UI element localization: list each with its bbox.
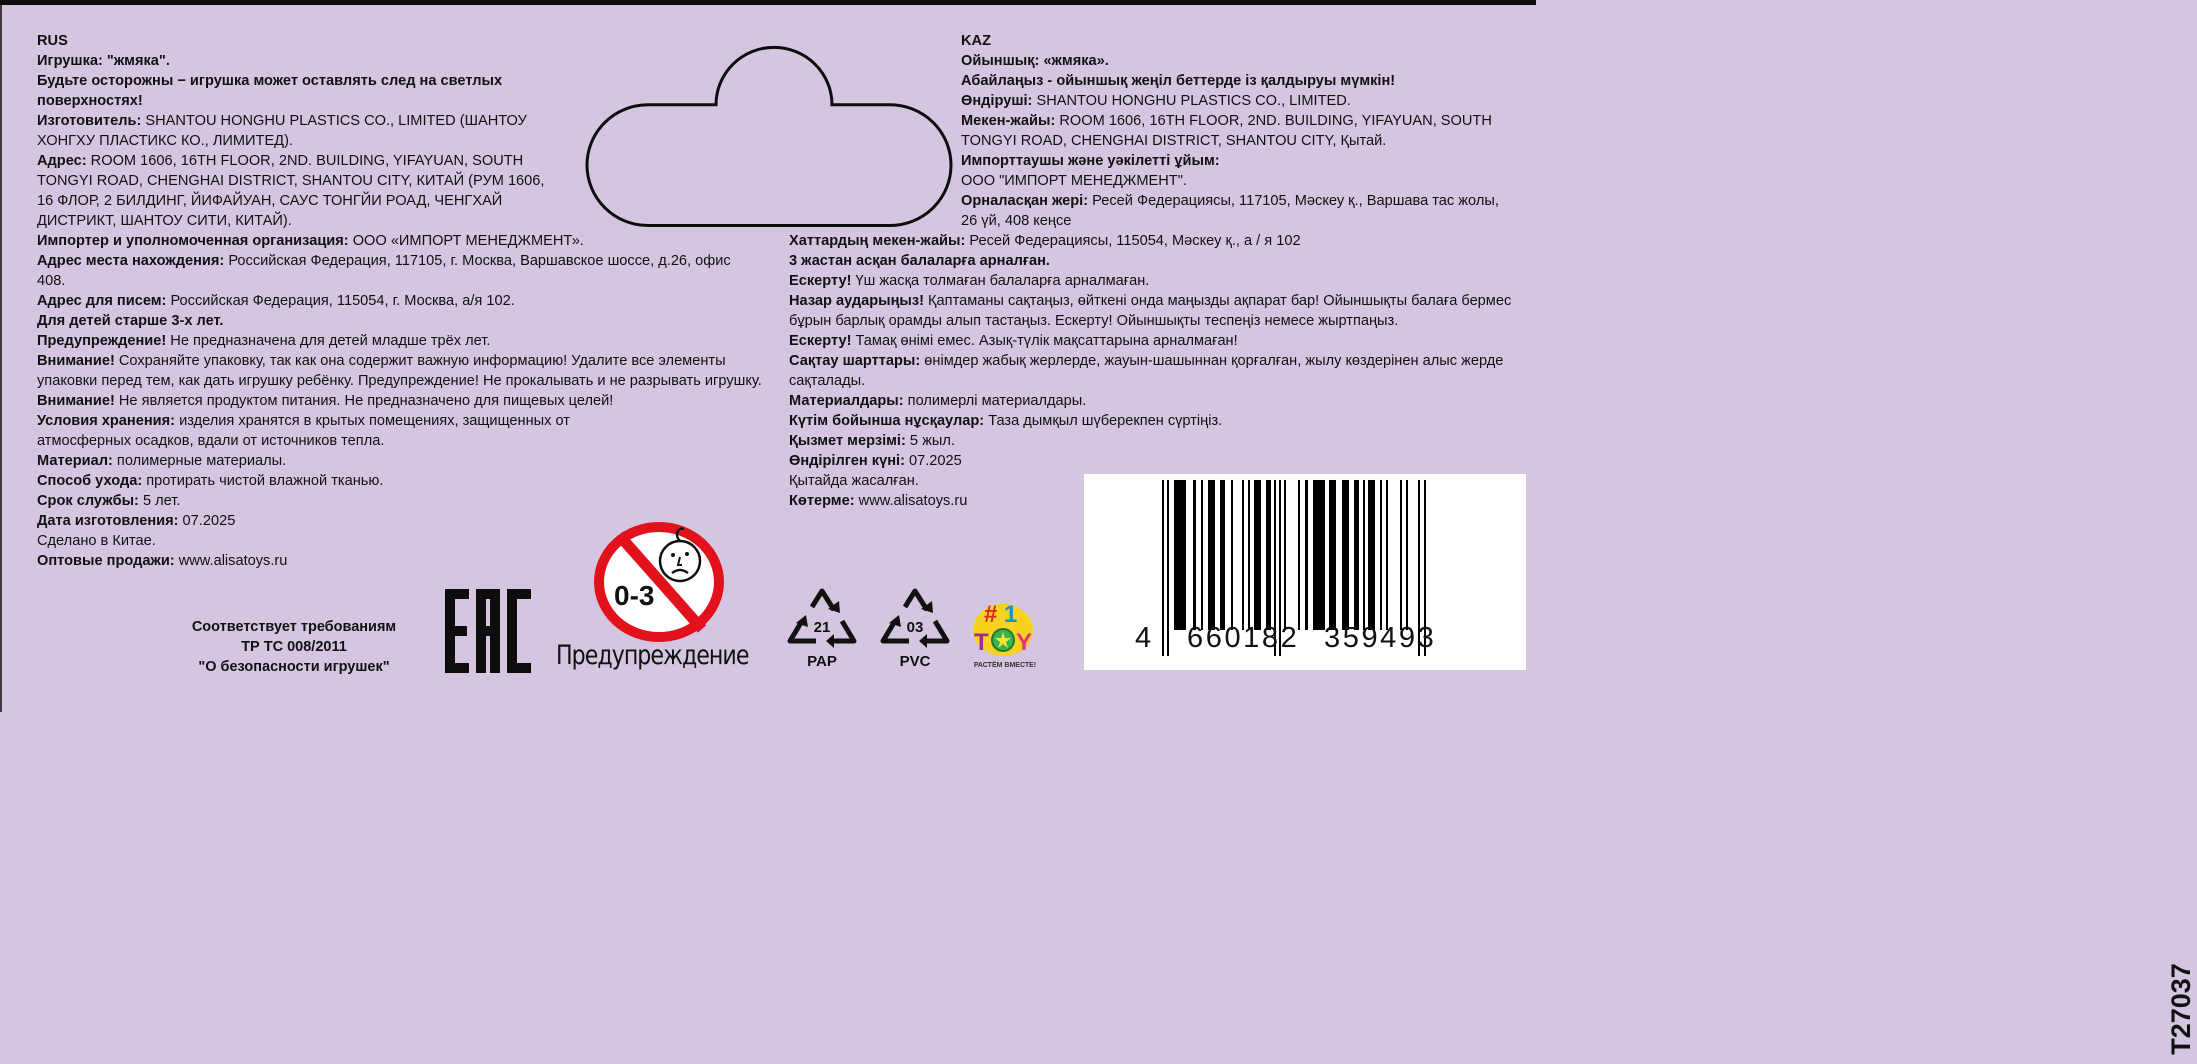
kaz-manufacturer-label: Өндіруші: bbox=[961, 93, 1033, 109]
kaz-address-label: Мекен-жайы: bbox=[961, 113, 1056, 129]
recycle-material: PAP bbox=[807, 653, 837, 670]
kaz-warning-value: Үш жасқа толмаған балаларға арналмаған. bbox=[851, 273, 1150, 289]
rus-attention2-value: Не является продуктом питания. Не предназначено для пищевых целей! bbox=[114, 393, 614, 409]
kaz-wholesale-label: Көтерме: bbox=[789, 493, 855, 509]
kaz-mail-label: Хаттардың мекен-жайы: bbox=[789, 233, 966, 249]
rus-date-value: 07.2025 bbox=[178, 513, 236, 529]
kaz-date-label: Өндірілген күні: bbox=[789, 453, 905, 469]
recycle-triangle-icon bbox=[782, 583, 862, 653]
rus-importer-label: Импортер и уполномоченная организация: bbox=[37, 233, 349, 249]
barcode-panel bbox=[1084, 474, 2196, 1055]
rus-manufacturer-value: SHANTOU HONGHU PLASTICS CO., LIMITED (ШАНТОУ ХОНГХУ ПЛАСТИКС КО., ЛИМИТЕД). bbox=[37, 113, 527, 149]
recycle-triangle-icon bbox=[875, 583, 955, 653]
rus-date-label: Дата изготовления: bbox=[37, 513, 179, 529]
rus-attention2-label: Внимание! bbox=[37, 393, 115, 409]
kaz-care-value: Таза дымқыл шүберекпен сүртіңіз. bbox=[984, 413, 1223, 429]
rus-location-label: Адрес места нахождения: bbox=[37, 253, 225, 269]
kaz-attention1-label: Назар аударыңыз! bbox=[789, 293, 924, 309]
kaz-heading: KAZ bbox=[961, 33, 991, 49]
rus-heading: RUS bbox=[37, 33, 68, 49]
rus-address-label: Адрес: bbox=[37, 153, 87, 169]
kaz-storage-value: өнімдер жабық жерлерде, жауын-шашыннан қорғалған, жылу көздерінен алыс жерде сақталады. bbox=[789, 353, 1504, 389]
rus-material-label: Материал: bbox=[37, 453, 113, 469]
kaz-location-label: Орналасқан жері: bbox=[961, 193, 1089, 209]
rus-attention1-label: Внимание! bbox=[37, 353, 115, 369]
rus-origin: Сделано в Китае. bbox=[37, 533, 156, 549]
hang-hole-outline bbox=[588, 80, 950, 230]
kaz-origin: Қытайда жасалған. bbox=[789, 473, 919, 489]
certification-statement bbox=[160, 617, 428, 677]
rus-toy-name: Игрушка: "жмяка". bbox=[37, 53, 170, 69]
kaz-wholesale-link[interactable]: www.alisatoys.ru bbox=[854, 493, 968, 509]
rus-age: Для детей старше 3-х лет. bbox=[37, 313, 224, 329]
kaz-material-value: полимерлі материалдары. bbox=[903, 393, 1087, 409]
recycle-code: 21 bbox=[813, 619, 831, 636]
kaz-location-value: Ресей Федерациясы, 117105, Мәскеу қ., Варшава тас жолы, 26 үй, 408 кеңсе bbox=[961, 193, 1499, 229]
rus-caution: Будьте осторожны − игрушка может оставлять след на светлых поверхностях! bbox=[37, 73, 503, 109]
kaz-date-value: 07.2025 bbox=[904, 453, 962, 469]
kaz-caution: Абайлаңыз - ойыншық жеңіл беттерде із қалдыруы мүмкін! bbox=[961, 73, 1396, 89]
ean-group-1: 660182 bbox=[1187, 622, 1300, 654]
kaz-life-value: 5 жыл. bbox=[905, 433, 955, 449]
kaz-material-label: Материалдары: bbox=[789, 393, 904, 409]
top-border bbox=[0, 0, 1536, 5]
rus-manufacturer-label: Изготовитель: bbox=[37, 113, 142, 129]
kaz-care-label: Күтім бойынша нұсқаулар: bbox=[789, 413, 985, 429]
rus-attention1-value: Сохраняйте упаковку, так как она содержит важную информацию! Удалите все элементы упаковки перед тем, как дать игрушку ребёнку. Предупреждение! Не прокалывать и не разрывать игрушку. bbox=[37, 353, 762, 389]
rus-location-value: Российская Федерация, 117105, г. Москва, Варшавское шоссе, д.26, офис 408. bbox=[37, 253, 731, 289]
kaz-warning-label: Ескерту! bbox=[789, 273, 852, 289]
recycle-pap-symbol bbox=[782, 583, 862, 675]
kaz-manufacturer-value: SHANTOU HONGHU PLASTICS CO., LIMITED. bbox=[1032, 93, 1351, 109]
rus-importer-value: ООО «ИМПОРТ МЕНЕДЖМЕНТ». bbox=[348, 233, 584, 249]
rus-material-value: полимерные материалы. bbox=[112, 453, 287, 469]
toy-logo-slogan: РАСТЁМ ВМЕСТЕ! bbox=[973, 662, 1037, 669]
ean-group-2: 359493 bbox=[1324, 622, 1437, 654]
svg-text:#: # bbox=[984, 601, 998, 628]
rus-address-value: ROOM 1606, 16TH FLOOR, 2ND. BUILDING, YIFAYUAN, SOUTH TONGYI ROAD, CHENGHAI DISTRICT, SHANTOU CITY, КИТАЙ (РУМ 1606, 16 ФЛОР, 2 БИЛДИНГ, ЙИФАЙУАН, САУС ТОНГЙИ РОАД, ЧЕНГХАЙ ДИСТРИКТ, ШАНТОУ СИТИ, КИТАЙ). bbox=[37, 153, 545, 229]
article-text: T27037 bbox=[2166, 963, 2196, 1055]
kaz-address-value: ROOM 1606, 16TH FLOOR, 2ND. BUILDING, YIFAYUAN, SOUTH TONGYI ROAD, CHENGHAI DISTRICT, SHANTOU CITY, Қытай. bbox=[961, 113, 1492, 149]
rus-care-label: Способ ухода: bbox=[37, 473, 143, 489]
kaz-storage-label: Сақтау шарттары: bbox=[789, 353, 921, 369]
svg-text:T: T bbox=[974, 629, 989, 656]
article-number bbox=[2166, 954, 2197, 1064]
cert-line-1: Соответствует требованиям bbox=[191, 619, 397, 635]
kaz-mail-value: Ресей Федерациясы, 115054, Мәскеу қ., а / я 102 bbox=[965, 233, 1301, 249]
cert-line-2: ТР ТС 008/2011 bbox=[241, 639, 347, 655]
rus-mail-label: Адрес для писем: bbox=[37, 293, 167, 309]
kaz-importer-label: Импорттаушы және уәкілетті ұйым: bbox=[961, 153, 1220, 169]
rus-care-value: протирать чистой влажной тканью. bbox=[142, 473, 384, 489]
kaz-attention2-value: Тамақ өнімі емес. Азық-түлік мақсаттарына арналмаған! bbox=[851, 333, 1238, 349]
left-border bbox=[0, 5, 2, 712]
rus-mail-value: Российская Федерация, 115054, г. Москва, а/я 102. bbox=[166, 293, 515, 309]
svg-text:0-3: 0-3 bbox=[614, 580, 655, 611]
recycle-code: 03 bbox=[906, 619, 924, 636]
rus-storage-value: изделия хранятся в крытых помещениях, защищенных от атмосферных осадков, вдали от источников тепла. bbox=[37, 413, 570, 449]
eac-mark-icon bbox=[443, 589, 533, 673]
age-warning-label: Предупреждение bbox=[556, 640, 749, 671]
svg-text:Y: Y bbox=[1016, 629, 1033, 656]
rus-life-label: Срок службы: bbox=[37, 493, 139, 509]
rus-wholesale-label: Оптовые продажи: bbox=[37, 553, 175, 569]
rus-warning-value: Не предназначена для детей младше трёх лет. bbox=[166, 333, 491, 349]
kaz-toy-name: Ойыншық: «жмяка». bbox=[961, 53, 1109, 69]
kaz-importer-value: ООО "ИМПОРТ МЕНЕДЖМЕНТ". bbox=[961, 173, 1187, 189]
rus-life-value: 5 лет. bbox=[138, 493, 181, 509]
rus-warning-label: Предупреждение! bbox=[37, 333, 167, 349]
age-warning-0-3-icon bbox=[592, 521, 726, 643]
kaz-attention1-value: Қаптаманы сақтаңыз, өйткені онда маңызды ақпарат бар! Ойыншықты балаға бермес бұрын барлық орамды алып тастаңыз. Ескерту! Ойыншықты теспеңіз немесе жыртпаңыз. bbox=[789, 293, 1512, 329]
toy-brand-icon bbox=[972, 592, 1034, 662]
recycle-material: PVC bbox=[899, 653, 931, 670]
cert-line-3: "О безопасности игрушек" bbox=[198, 659, 390, 675]
svg-text:1: 1 bbox=[1004, 601, 1018, 628]
ean-first-digit: 4 bbox=[1135, 622, 1154, 654]
kaz-section-top bbox=[961, 31, 1531, 231]
kaz-age: 3 жастан асқан балаларға арналған. bbox=[789, 253, 1050, 269]
kaz-life-label: Қызмет мерзімі: bbox=[789, 433, 906, 449]
number-one-toy-logo bbox=[972, 592, 1037, 676]
rus-storage-label: Условия хранения: bbox=[37, 413, 176, 429]
rus-wholesale-link[interactable]: www.alisatoys.ru bbox=[174, 553, 288, 569]
kaz-section-bottom bbox=[789, 231, 1529, 511]
recycle-pvc-symbol bbox=[875, 583, 955, 675]
kaz-attention2-label: Ескерту! bbox=[789, 333, 852, 349]
